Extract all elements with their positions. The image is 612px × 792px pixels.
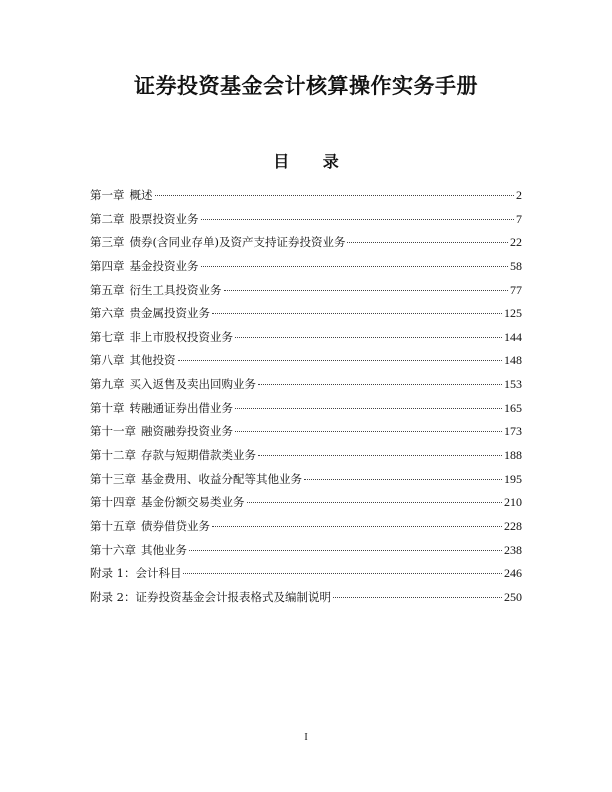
- dot-leader: [178, 360, 503, 361]
- dot-leader: [224, 290, 509, 291]
- toc-chapter-title: 非上市股权投资业务: [129, 329, 233, 344]
- toc-entry[interactable]: [90, 186, 522, 210]
- toc-entry[interactable]: [90, 328, 522, 352]
- toc-chapter-title: 基金份额交易类业务: [141, 495, 245, 510]
- dot-leader: [235, 431, 502, 432]
- toc-page-number: 173: [504, 424, 522, 439]
- document-title: 证券投资基金会计核算操作实务手册: [134, 73, 478, 98]
- toc-entry[interactable]: [90, 257, 522, 281]
- toc-chapter-title: 基金费用、收益分配等其他业务: [141, 471, 302, 486]
- toc-chapter-number: 第十二章: [90, 448, 136, 463]
- dot-leader: [258, 384, 502, 385]
- toc-appendix-title: 证券投资基金会计报表格式及编制说明: [135, 589, 331, 604]
- toc-entry-label: [90, 210, 199, 228]
- toc-entry[interactable]: [90, 517, 522, 541]
- dot-leader: [201, 266, 509, 267]
- toc-entry-label: [90, 186, 153, 204]
- toc-entry-label: [90, 541, 187, 559]
- toc-chapter-title: 融资融券投资业务: [141, 424, 233, 439]
- toc-entry-label: [90, 446, 256, 464]
- toc-page-number: 188: [504, 448, 522, 463]
- toc-entry-label: [90, 493, 245, 511]
- toc-chapter-number: 第七章: [90, 329, 125, 344]
- toc-entry-label: [90, 470, 302, 488]
- toc-page-number: 165: [504, 400, 522, 415]
- toc-page-number: 238: [504, 542, 522, 557]
- toc-entry[interactable]: [90, 493, 522, 517]
- toc-entry[interactable]: [90, 351, 522, 375]
- toc-page-number: 228: [504, 518, 522, 533]
- dot-leader: [155, 195, 515, 196]
- toc-chapter-title: 债券借贷业务: [141, 518, 210, 533]
- toc-entry[interactable]: [90, 304, 522, 328]
- toc-entry[interactable]: [90, 446, 522, 470]
- toc-entry[interactable]: [90, 210, 522, 234]
- toc-chapter-number: 第十章: [90, 400, 125, 415]
- toc-chapter-number: 第六章: [90, 306, 125, 321]
- dot-leader: [212, 526, 502, 527]
- toc-page-number: 195: [504, 471, 522, 486]
- toc-chapter-title: 概述: [129, 188, 153, 202]
- toc-chapter-title: 衍生工具投资业务: [129, 282, 222, 297]
- toc-chapter-number: 第一章: [90, 188, 125, 202]
- toc-chapter-number: 第十五章: [90, 518, 136, 533]
- toc-page-number: 22: [510, 235, 522, 250]
- dot-leader: [258, 455, 502, 456]
- toc-entry-label: [90, 517, 210, 535]
- toc-chapter-title: 买入返售及卖出回购业务: [129, 377, 256, 392]
- toc-page-number: 250: [504, 589, 522, 604]
- table-of-contents: [90, 186, 522, 612]
- dot-leader: [333, 597, 502, 598]
- dot-leader: [304, 479, 502, 480]
- toc-page-number: 246: [504, 566, 522, 581]
- toc-page-number: 7: [516, 211, 522, 226]
- toc-page-number: 58: [510, 258, 522, 273]
- toc-entry[interactable]: [90, 233, 522, 257]
- toc-entry-label: [90, 328, 233, 346]
- toc-page-number: 148: [504, 353, 522, 368]
- toc-entry-label: [90, 375, 256, 393]
- toc-entry[interactable]: [90, 564, 522, 588]
- toc-entry[interactable]: [90, 281, 522, 305]
- toc-entry-label: [90, 304, 210, 322]
- toc-entry[interactable]: [90, 588, 522, 612]
- toc-entry-label: [90, 588, 331, 606]
- toc-page-number: 125: [504, 306, 522, 321]
- toc-chapter-number: 第十六章: [90, 542, 136, 557]
- toc-page-number: 77: [510, 282, 522, 297]
- toc-entry-label: [90, 233, 345, 251]
- toc-chapter-title: 基金投资业务: [129, 258, 199, 273]
- dot-leader: [347, 242, 508, 243]
- dot-leader: [235, 408, 502, 409]
- toc-entry[interactable]: [90, 541, 522, 565]
- dot-leader: [247, 502, 503, 503]
- toc-chapter-number: 第三章: [90, 235, 125, 250]
- toc-entry-label: [90, 564, 181, 582]
- toc-page-number: 144: [504, 329, 522, 344]
- toc-appendix-title: 会计科目: [135, 566, 182, 581]
- toc-appendix-number: 附录 2：: [90, 589, 136, 604]
- toc-appendix-number: 附录 1：: [90, 566, 136, 581]
- toc-chapter-number: 第九章: [90, 377, 125, 392]
- toc-chapter-number: 第四章: [90, 258, 125, 273]
- toc-chapter-number: 第二章: [90, 211, 125, 226]
- toc-chapter-title: 股票投资业务: [129, 211, 199, 226]
- dot-leader: [201, 219, 515, 220]
- toc-page-number: 2: [516, 188, 522, 202]
- toc-chapter-number: 第八章: [90, 353, 125, 368]
- toc-page-number: 210: [504, 495, 522, 510]
- toc-chapter-title: 贵金属投资业务: [129, 306, 210, 321]
- toc-chapter-number: 第五章: [90, 282, 125, 297]
- toc-chapter-number: 第十四章: [90, 495, 136, 510]
- toc-chapter-title: 其他业务: [141, 542, 187, 557]
- toc-entry[interactable]: [90, 375, 522, 399]
- toc-chapter-title: 其他投资: [129, 353, 176, 368]
- toc-entry[interactable]: [90, 399, 522, 423]
- toc-entry[interactable]: [90, 470, 522, 494]
- toc-page-number: 153: [504, 377, 522, 392]
- toc-chapter-number: 第十三章: [90, 471, 136, 486]
- toc-chapter-title: 债券(含同业存单)及资产支持证券投资业务: [129, 235, 346, 250]
- dot-leader: [212, 313, 502, 314]
- toc-entry[interactable]: [90, 422, 522, 446]
- toc-chapter-title: 存款与短期借款类业务: [141, 448, 256, 463]
- dot-leader: [183, 573, 502, 574]
- footer-page-number: I: [304, 732, 308, 743]
- toc-entry-label: [90, 257, 199, 275]
- toc-chapter-number: 第十一章: [90, 424, 136, 439]
- toc-entry-label: [90, 399, 233, 417]
- toc-heading: 目 录: [273, 152, 353, 171]
- toc-entry-label: [90, 351, 176, 369]
- dot-leader: [189, 550, 502, 551]
- dot-leader: [235, 337, 502, 338]
- toc-entry-label: [90, 422, 233, 440]
- toc-entry-label: [90, 281, 222, 299]
- toc-chapter-title: 转融通证券出借业务: [129, 400, 233, 415]
